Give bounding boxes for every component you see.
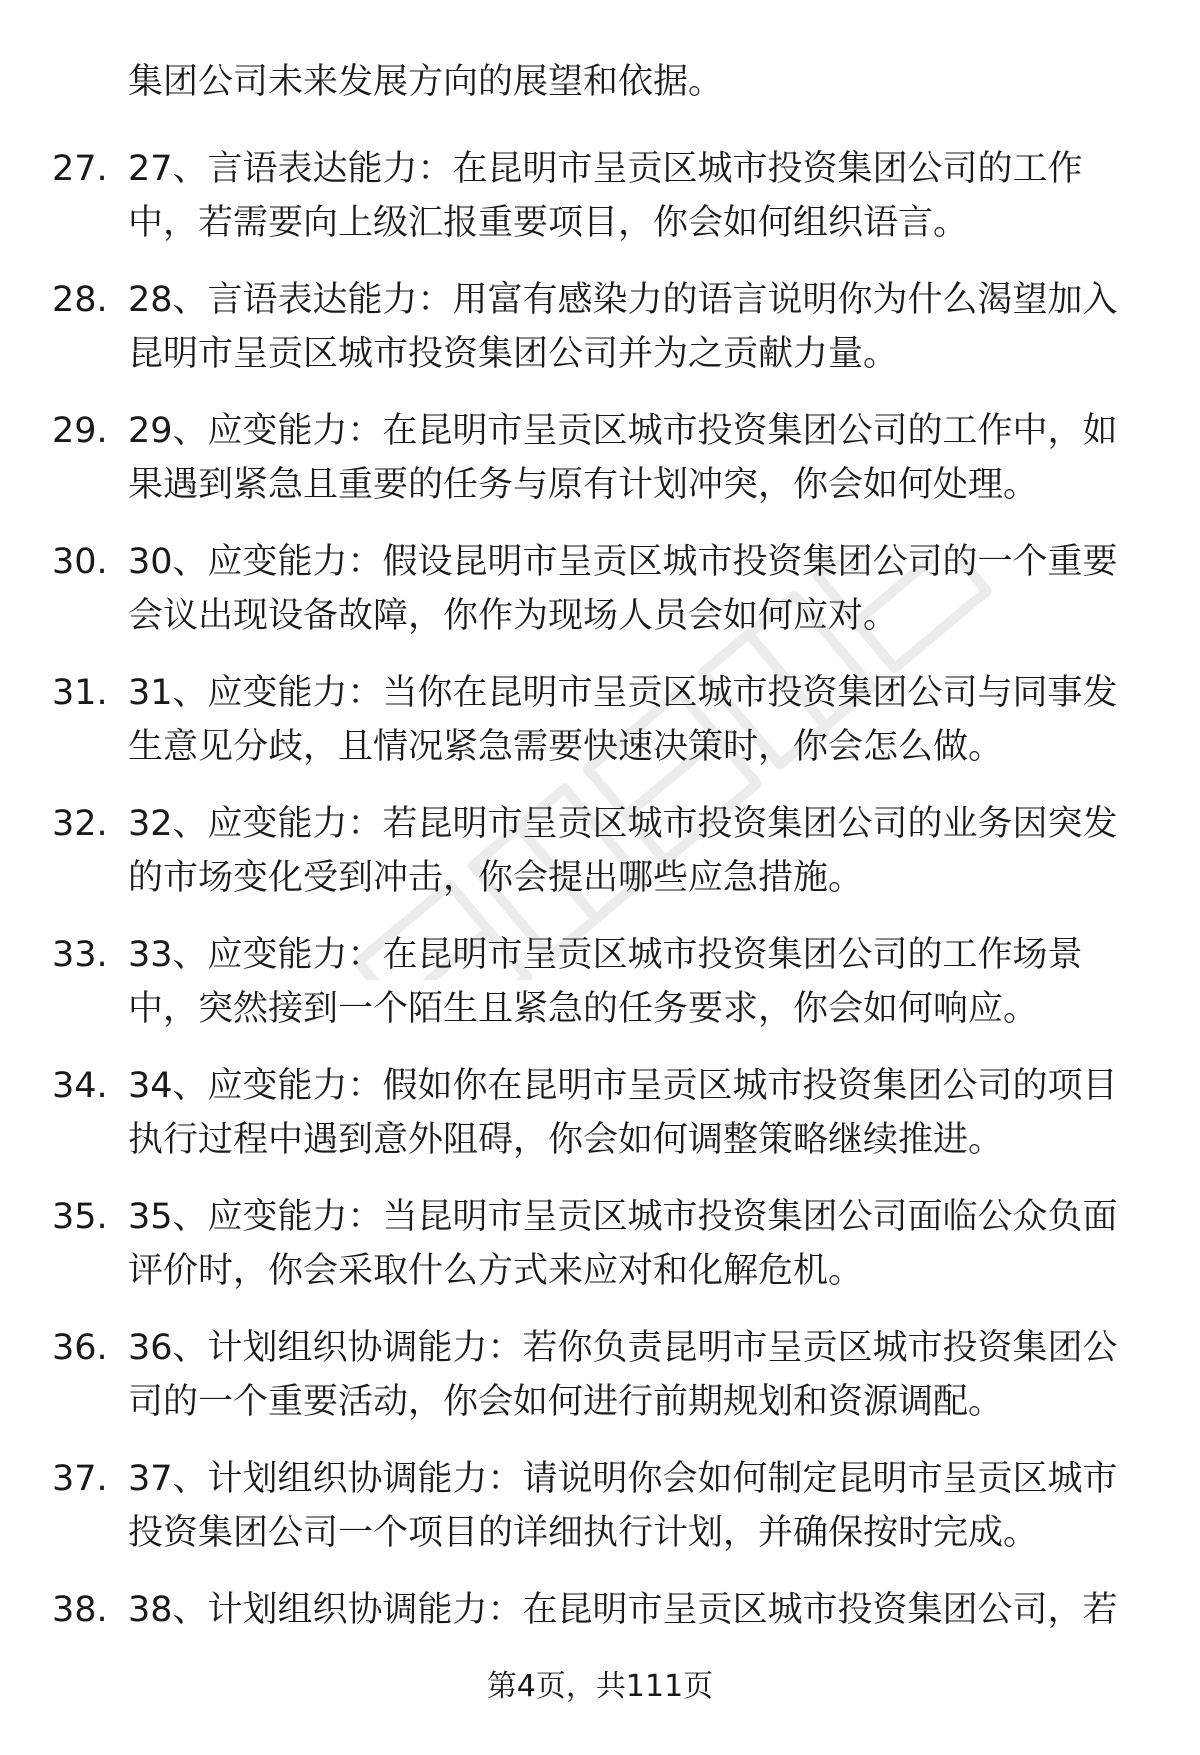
- list-item: [0, 142, 1200, 273]
- item-text-line: 会议出现设备故障，你作为现场人员会如何应对。: [128, 596, 899, 636]
- list-item: [0, 666, 1200, 797]
- item-number: 33.: [52, 935, 108, 975]
- list-item: [0, 273, 1200, 404]
- item-number: 37.: [52, 1459, 108, 1499]
- item-number: 34.: [52, 1066, 108, 1106]
- item-text: [128, 1583, 1158, 1637]
- item-text: [128, 1452, 1158, 1560]
- item-text: [128, 1321, 1158, 1429]
- item-text-line: 35、应变能力：当昆明市呈贡区城市投资集团公司面临公众负面: [128, 1197, 1118, 1237]
- item-text-line: 27、言语表达能力：在昆明市呈贡区城市投资集团公司的工作: [128, 149, 1083, 189]
- item-number: 28.: [52, 280, 108, 320]
- item-text-line: 30、应变能力：假设昆明市呈贡区城市投资集团公司的一个重要: [128, 542, 1118, 582]
- item-number: 38.: [52, 1590, 108, 1630]
- item-text-line: 33、应变能力：在昆明市呈贡区城市投资集团公司的工作场景: [128, 935, 1083, 975]
- item-text-line: 司的一个重要活动，你会如何进行前期规划和资源调配。: [128, 1382, 1004, 1422]
- item-text: [128, 404, 1158, 512]
- item-number: 36.: [52, 1328, 108, 1368]
- list-item: [0, 1059, 1200, 1190]
- item-number: 29.: [52, 411, 108, 451]
- list-item: [0, 535, 1200, 666]
- item-number: 27.: [52, 149, 108, 189]
- item-text-line: 的市场变化受到冲击，你会提出哪些应急措施。: [128, 858, 864, 898]
- item-text: [128, 1190, 1158, 1298]
- item-text: [128, 273, 1158, 381]
- page-footer: 第4页，共111页: [486, 1669, 714, 1704]
- item-text-line: 投资集团公司一个项目的详细执行计划，并确保按时完成。: [128, 1513, 1039, 1553]
- item-text: [128, 142, 1158, 250]
- list-item: [0, 404, 1200, 535]
- item-text: [128, 666, 1158, 774]
- item-text-line: 昆明市呈贡区城市投资集团公司并为之贡献力量。: [128, 334, 899, 374]
- item-text-line: 28、言语表达能力：用富有感染力的语言说明你为什么渴望加入: [128, 280, 1118, 320]
- list-item: [0, 1452, 1200, 1583]
- item-text-line: 38、计划组织协调能力：在昆明市呈贡区城市投资集团公司，若: [128, 1590, 1118, 1630]
- item-number: 35.: [52, 1197, 108, 1237]
- item-number: 30.: [52, 542, 108, 582]
- item-text-line: 评价时，你会采取什么方式来应对和化解危机。: [128, 1251, 864, 1291]
- item-text-line: 中，突然接到一个陌生且紧急的任务要求，你会如何响应。: [128, 989, 1039, 1029]
- list-item: [0, 1190, 1200, 1321]
- question-list: [0, 142, 1200, 1714]
- item-text-line: 34、应变能力：假如你在昆明市呈贡区城市投资集团公司的项目: [128, 1066, 1118, 1106]
- item-text: [128, 535, 1158, 643]
- item-text-line: 中，若需要向上级汇报重要项目，你会如何组织语言。: [128, 203, 969, 243]
- item-text-line: 果遇到紧急且重要的任务与原有计划冲突，你会如何处理。: [128, 465, 1039, 505]
- list-item: [0, 797, 1200, 928]
- item-number: 31.: [52, 673, 108, 713]
- item-text: [128, 928, 1158, 1036]
- item-text-line: 执行过程中遇到意外阻碍，你会如何调整策略继续推进。: [128, 1120, 1004, 1160]
- item-text-line: 36、计划组织协调能力：若你负责昆明市呈贡区城市投资集团公: [128, 1328, 1118, 1368]
- item-text-line: 29、应变能力：在昆明市呈贡区城市投资集团公司的工作中，如: [128, 411, 1118, 451]
- item-text-line: 37、计划组织协调能力：请说明你会如何制定昆明市呈贡区城市: [128, 1459, 1118, 1499]
- item-text: [128, 1059, 1158, 1167]
- item-text-line: 生意见分歧，且情况紧急需要快速决策时，你会怎么做。: [128, 727, 1004, 767]
- list-item: [0, 1321, 1200, 1452]
- item-number: 32.: [52, 804, 108, 844]
- item-text-line: 32、应变能力：若昆明市呈贡区城市投资集团公司的业务因突发: [128, 804, 1118, 844]
- list-item: [0, 928, 1200, 1059]
- continuation-text: 集团公司未来发展方向的展望和依据。: [128, 62, 724, 102]
- item-text: [128, 797, 1158, 905]
- item-text-line: 31、应变能力：当你在昆明市呈贡区城市投资集团公司与同事发: [128, 673, 1118, 713]
